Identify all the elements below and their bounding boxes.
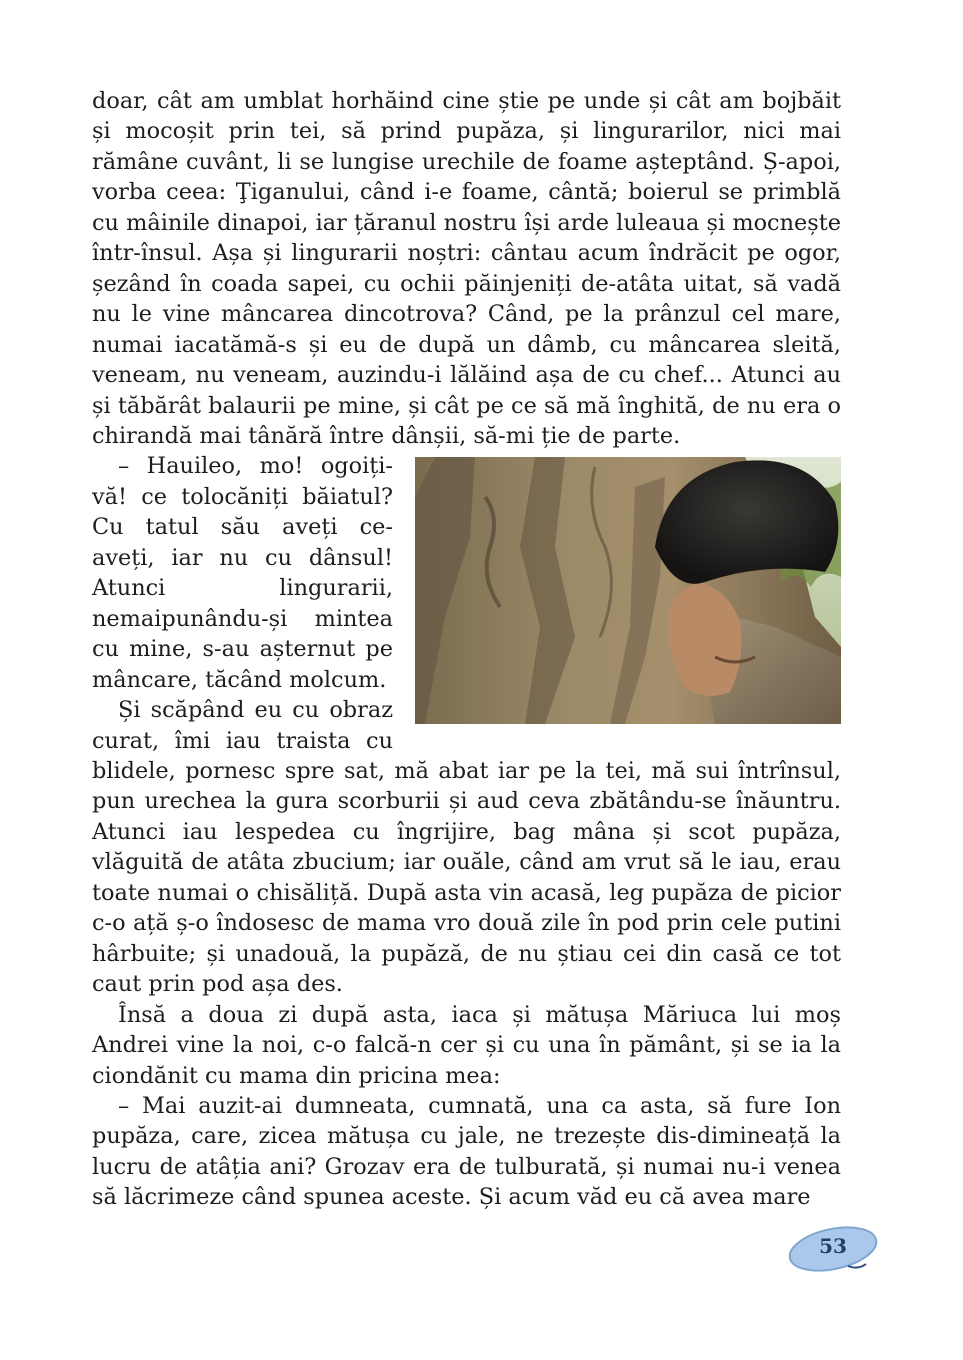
paragraph-2: – Hauileo, mo! ogoiți-vă! ce tolocăniți băiatul? Cu tatul său aveți ce-aveți, iar nu cu dânsul! Atunci lingurarii, nemaipunându-și mintea cu mine, s-au așternut pe mâncare, tăcând molcum. (92, 453, 393, 693)
paragraph-1: doar, cât am umblat horhăind cine știe pe unde și cât am bojbăit și mocoșit prin tei, să prind pupăza, și lingurarilor, nici mai rămâne cuvânt, li se lungise urechile de foame așteptând. Ș-apoi, vorba ceea: Ţiganului, când i-e foame, cântă; boierul se primblă cu mâinile dinapoi, iar țăranul nostru își arde luleaua și mocnește într-însul. Așa și lingurarii noștri: cântau acum îndrăcit pe ogor, șezând în coada sapei, cu ochii păinjeniți de-atâta uitat, să vadă nu le vine mâncarea dincotrova? Când, pe la prânzul cel mare, numai iacatămă-s și eu de după un dâmb, cu mâncarea sleită, veneam, nu veneam, auzindu-i lălăind așa de cu chef... Atunci au și tăbărât balaurii pe mine, și cât pe ce să mă înghită, de nu era o chirandă mai tânără între dânșii, să-mi ție de parte. (92, 88, 841, 449)
photo-image (415, 457, 841, 724)
body-text (92, 86, 841, 1213)
illustration-boy-at-tree (415, 457, 841, 724)
page-number-badge (786, 1222, 880, 1274)
paragraph-4: Însă a doua zi după asta, iaca și mătușa Măriuca lui moș Andrei vine la noi, c-o falcă-n cer și cu una în pământ, și se ia la ciondănit cu mama din pricina mea: (92, 1001, 841, 1089)
paragraph-5: – Mai auzit-ai dumneata, cumnată, una ca asta, să fure Ion pupăza, care, zicea mătușa cu jale, ne trezește dis-dimineață la lucru de atâția ani? Grozav era de tulburată, și numai nu-i venea să lăcrimeze când spunea aceste. Și acum văd eu că avea mare (92, 1092, 841, 1211)
paragraph-3: Și scăpând eu cu obraz curat, îmi iau traista cu blidele, pornesc spre sat, mă abat iar pe la tei, mă sui întrînsul, pun urechea la gura scorburii și aud ceva zbătându-se înăuntru. Atunci iau lespedea cu îngrijire, bag mâna și scot pupăza, vlăguită de atâta zbucium; iar ouăle, când am vrut să le iau, erau toate numai o chisăliță. După asta vin acasă, leg pupăza de picior c-o ață ș-o îndosesc de mama vro două zile în pod prin cele putini hârbuite; și unadouă, la pupăză, de nu știau cei din casă ce tot caut prin pod așa des. (92, 697, 841, 998)
page-number: 53 (819, 1234, 847, 1258)
